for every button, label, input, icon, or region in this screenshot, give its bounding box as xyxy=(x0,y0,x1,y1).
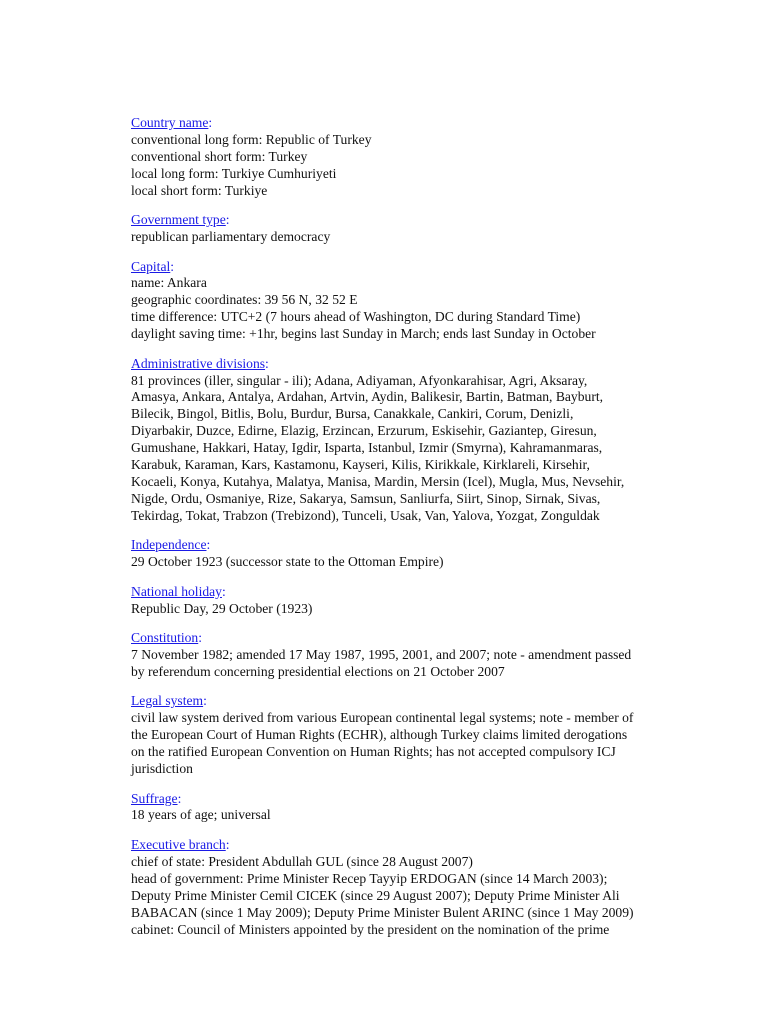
text-line: conventional long form: Republic of Turkey xyxy=(131,131,372,147)
heading-colon: : xyxy=(198,630,203,646)
section-executive-branch xyxy=(131,837,711,938)
text-line: Bilecik, Bingol, Bitlis, Bolu, Burdur, Bursa, Canakkale, Cankiri, Corum, Denizli, xyxy=(131,406,574,422)
heading-colon: : xyxy=(203,693,207,709)
heading-colon: : xyxy=(206,537,211,553)
section-administrative-divisions xyxy=(131,356,711,525)
text-line: local short form: Turkiye xyxy=(131,182,268,198)
section-heading-row xyxy=(131,115,711,132)
country-name-link[interactable]: Country name xyxy=(131,115,209,130)
heading-colon: : xyxy=(265,355,269,371)
text-line: by referendum concerning presidential elections on 21 October 2007 xyxy=(131,663,505,679)
constitution-link[interactable]: Constitution xyxy=(131,630,199,646)
heading-colon: : xyxy=(225,836,230,852)
section-constitution xyxy=(131,630,711,681)
independence-link[interactable]: Independence xyxy=(131,537,207,553)
heading-colon: : xyxy=(208,115,213,130)
text-line: republican parliamentary democracy xyxy=(131,229,331,245)
text-line: Amasya, Ankara, Antalya, Ardahan, Artvin, Aydin, Balikesir, Bartin, Batman, Bayburt, xyxy=(131,389,604,405)
section-heading-row xyxy=(131,356,711,373)
national-holiday-link[interactable]: National holiday xyxy=(131,583,222,599)
text-line: the European Court of Human Rights (ECHR), although Turkey claims limited derogations xyxy=(131,727,628,743)
section-country-name xyxy=(131,115,711,200)
government-type-link[interactable]: Government type xyxy=(131,212,226,228)
section-heading-row xyxy=(131,537,711,554)
text-line: chief of state: President Abdullah GUL (since 28 August 2007) xyxy=(131,853,473,869)
section-capital xyxy=(131,259,711,344)
text-line: Deputy Prime Minister Cemil CICEK (since 29 August 2007); Deputy Prime Minister Ali xyxy=(131,887,620,903)
text-line: conventional short form: Turkey xyxy=(131,148,308,164)
section-heading-row xyxy=(131,584,711,601)
text-line: head of government: Prime Minister Recep Tayyip ERDOGAN (since 14 March 2003); xyxy=(131,870,608,886)
text-line: Republic Day, 29 October (1923) xyxy=(131,600,313,616)
legal-system-link[interactable]: Legal system xyxy=(131,693,204,709)
text-line: geographic coordinates: 39 56 N, 32 52 E xyxy=(131,292,358,308)
section-heading-row xyxy=(131,259,711,276)
text-line: time difference: UTC+2 (7 hours ahead of Washington, DC during Standard Time) xyxy=(131,309,581,325)
text-line: Karabuk, Karaman, Kars, Kastamonu, Kayseri, Kilis, Kirikkale, Kirklareli, Kirsehir, xyxy=(131,457,590,473)
section-independence xyxy=(131,537,711,571)
text-line: Tekirdag, Tokat, Trabzon (Trebizond), Tunceli, Usak, Van, Yalova, Yozgat, Zonguldak xyxy=(131,507,600,523)
section-heading-row xyxy=(131,630,711,647)
heading-colon: : xyxy=(177,790,182,806)
text-line: jurisdiction xyxy=(131,761,193,777)
section-heading-row xyxy=(131,693,711,710)
heading-colon: : xyxy=(170,258,175,274)
capital-link[interactable]: Capital xyxy=(131,258,171,274)
text-line: daylight saving time: +1hr, begins last Sunday in March; ends last Sunday in October xyxy=(131,326,596,342)
section-legal-system xyxy=(131,693,711,778)
text-line: 29 October 1923 (successor state to the Ottoman Empire) xyxy=(131,554,444,570)
text-line: name: Ankara xyxy=(131,275,207,291)
text-line: Gumushane, Hakkari, Hatay, Igdir, Isparta, Istanbul, Izmir (Smyrna), Kahramanmaras, xyxy=(131,440,603,456)
text-line: 7 November 1982; amended 17 May 1987, 1995, 2001, and 2007; note - amendment passed xyxy=(131,647,632,663)
section-heading-row xyxy=(131,837,711,854)
section-national-holiday xyxy=(131,584,711,618)
text-line: Nigde, Ordu, Osmaniye, Rize, Sakarya, Samsun, Sanliurfa, Siirt, Sinop, Sirnak, Sivas, xyxy=(131,490,601,506)
text-line: cabinet: Council of Ministers appointed by the president on the nomination of the prime xyxy=(131,921,610,937)
section-heading-row xyxy=(131,791,711,808)
text-line: 81 provinces (iller, singular - ili); Adana, Adiyaman, Afyonkarahisar, Agri, Aksaray, xyxy=(131,372,588,388)
text-line: 18 years of age; universal xyxy=(131,807,271,823)
text-line: local long form: Turkiye Cumhuriyeti xyxy=(131,165,337,181)
text-line: on the ratified European Convention on Human Rights; has not accepted compulsory ICJ xyxy=(131,744,616,760)
section-heading-row xyxy=(131,212,711,229)
heading-colon: : xyxy=(221,583,226,599)
text-line: Kocaeli, Konya, Kutahya, Malatya, Manisa, Mardin, Mersin (Icel), Mugla, Mus, Nevsehir, xyxy=(131,474,625,489)
executive-branch-link[interactable]: Executive branch xyxy=(131,836,226,852)
heading-colon: : xyxy=(225,212,230,228)
text-line: Diyarbakir, Duzce, Edirne, Elazig, Erzincan, Erzurum, Eskisehir, Gaziantep, Giresun, xyxy=(131,423,597,439)
section-suffrage xyxy=(131,791,711,825)
text-line: civil law system derived from various European continental legal systems; note - member of xyxy=(131,710,634,726)
document-page xyxy=(131,115,711,951)
administrative-divisions-link[interactable]: Administrative divisions xyxy=(131,355,266,371)
section-government-type xyxy=(131,212,711,246)
suffrage-link[interactable]: Suffrage xyxy=(131,790,178,806)
text-line: BABACAN (since 1 May 2009); Deputy Prime Minister Bulent ARINC (since 1 May 2009) xyxy=(131,904,634,920)
